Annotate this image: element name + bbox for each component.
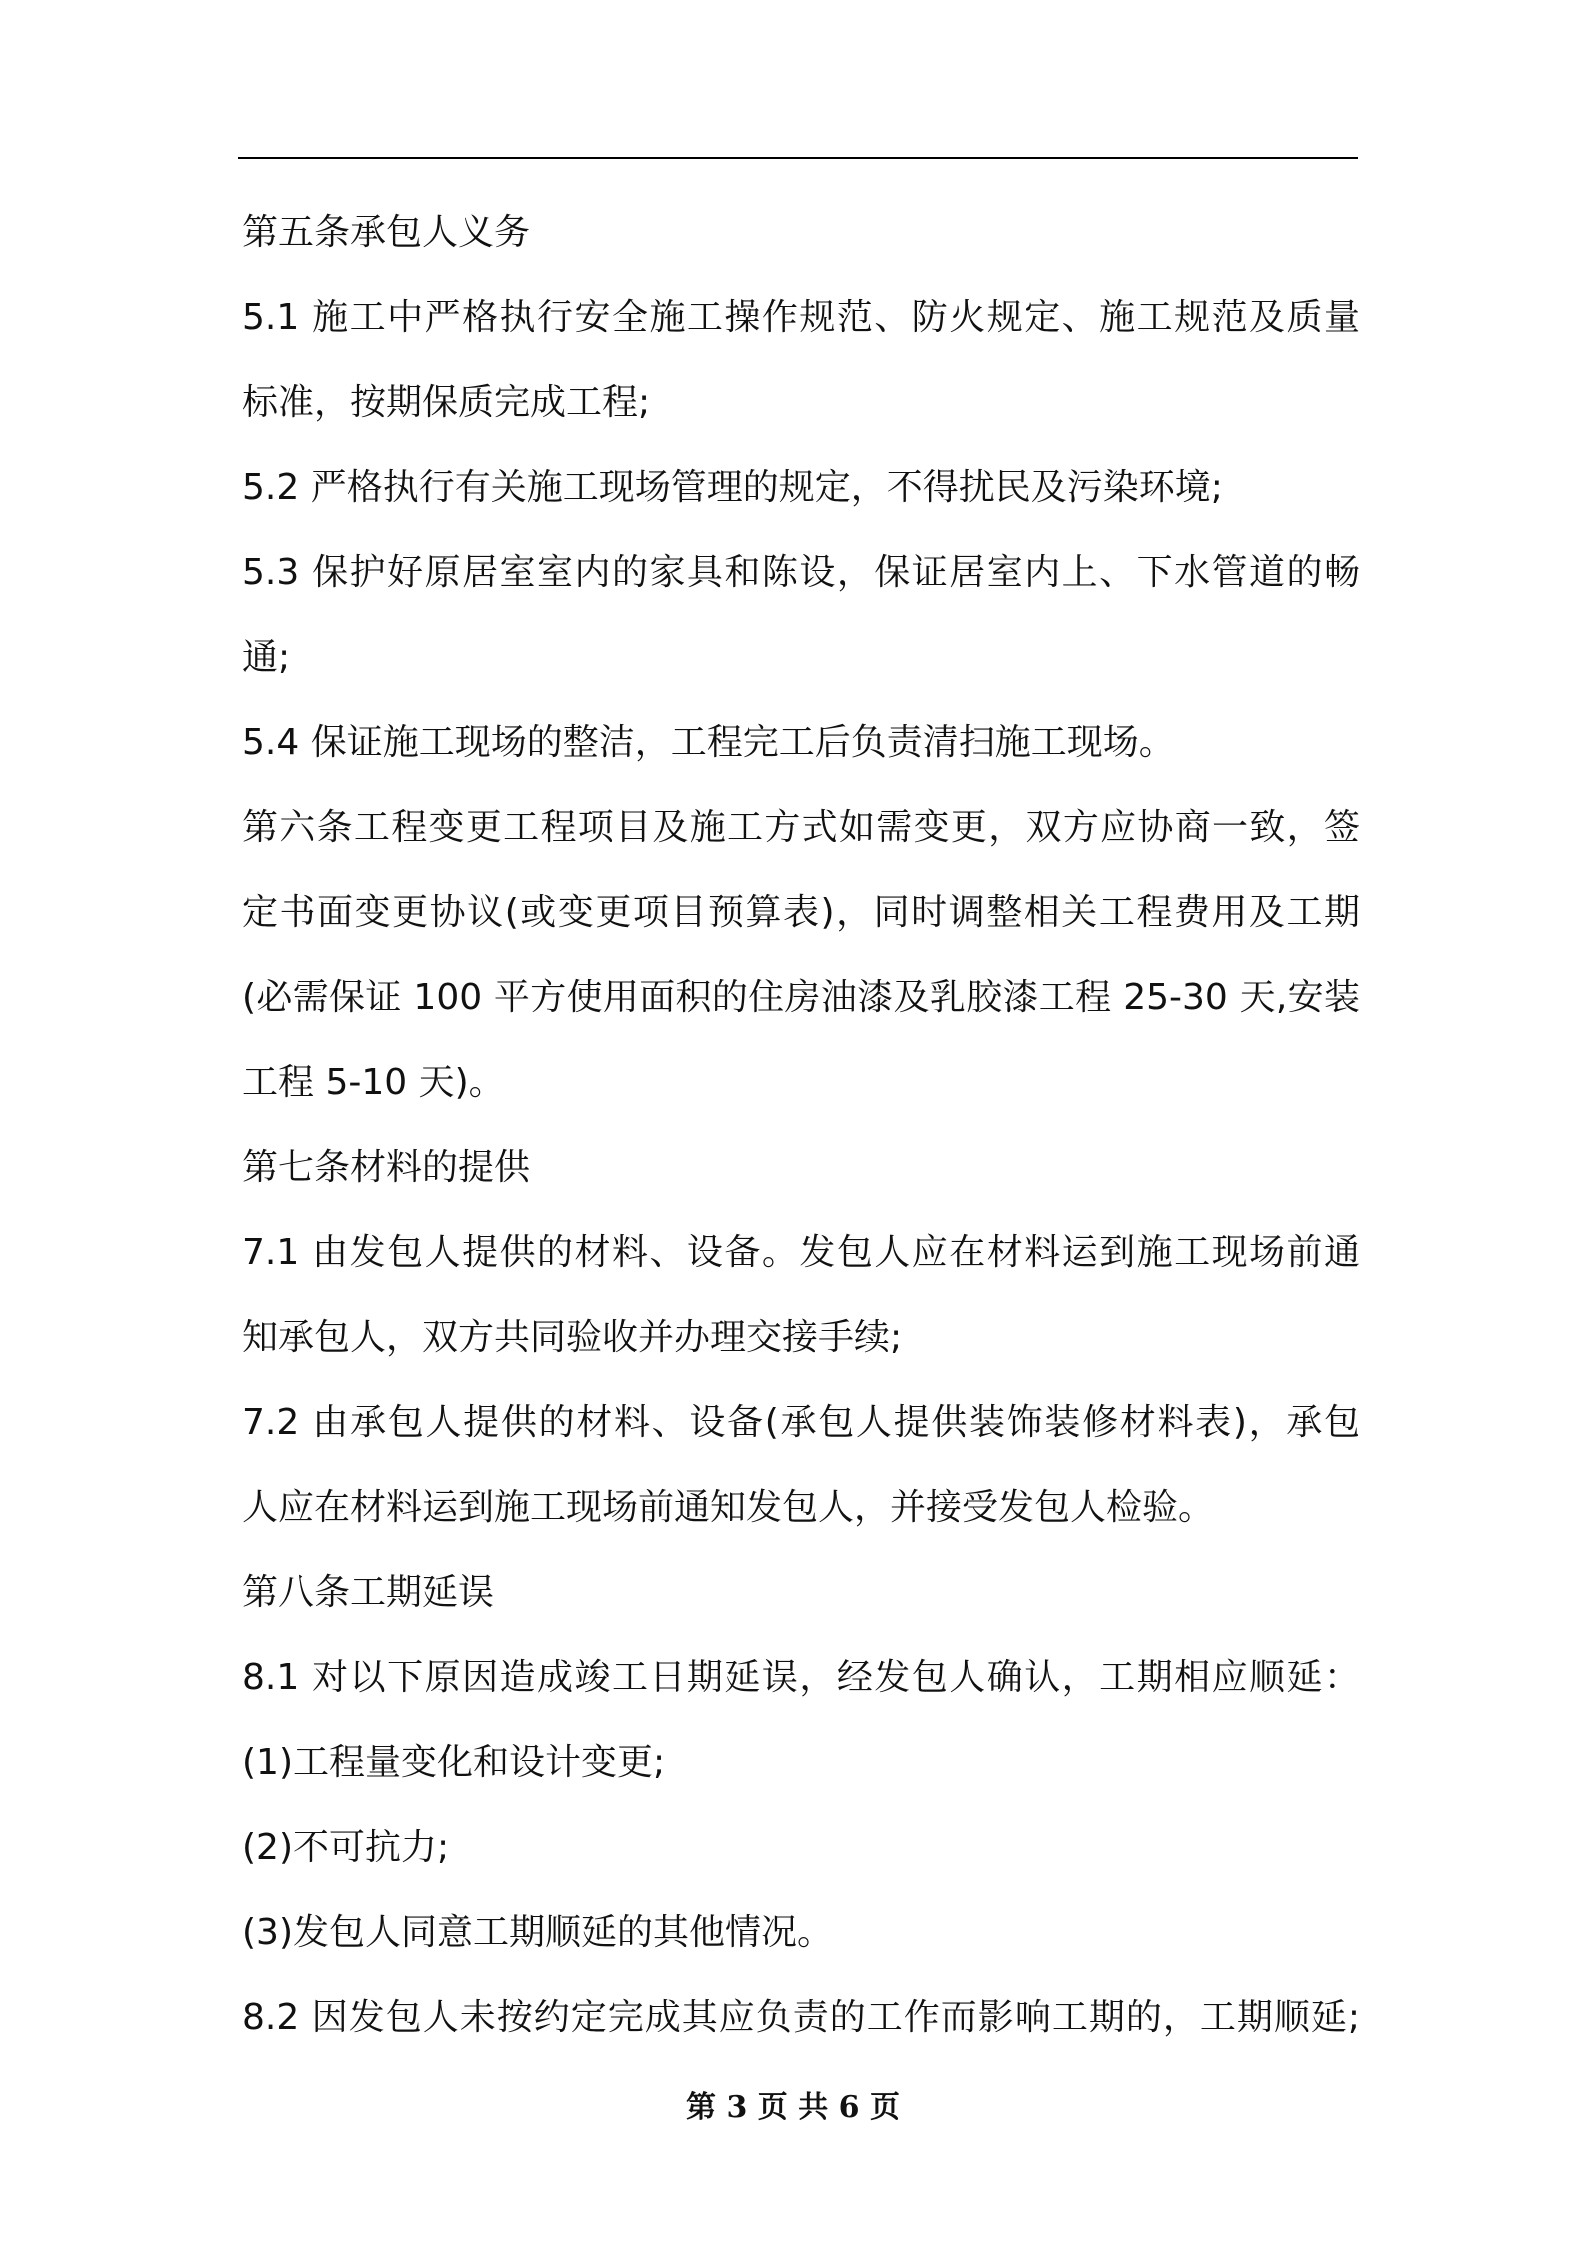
section-heading-5: 第五条承包人义务	[242, 212, 531, 253]
paragraph-line: 工程 5-10 天)。	[242, 1062, 505, 1103]
list-item: (2)不可抗力;	[242, 1827, 450, 1868]
paragraph-line: 8.2 因发包人未按约定完成其应负责的工作而影响工期的，工期顺延;	[242, 1997, 1360, 2038]
paragraph-line: (必需保证 100 平方使用面积的住房油漆及乳胶漆工程 25-30 天,安装	[242, 977, 1360, 1018]
paragraph-line: 人应在材料运到施工现场前通知发包人，并接受发包人检验。	[242, 1487, 1215, 1528]
list-item: (1)工程量变化和设计变更;	[242, 1742, 666, 1783]
paragraph-line: 标准，按期保质完成工程;	[242, 382, 651, 423]
paragraph-line: 5.2 严格执行有关施工现场管理的规定，不得扰民及污染环境;	[242, 467, 1223, 508]
section-heading-6: 第六条工程变更工程项目及施工方式如需变更，双方应协商一致，签	[242, 807, 1360, 848]
paragraph-line: 7.1 由发包人提供的材料、设备。发包人应在材料运到施工现场前通	[242, 1232, 1360, 1273]
page-number-footer: 第 3 页 共 6 页	[686, 2090, 900, 2125]
list-item: (3)发包人同意工期顺延的其他情况。	[242, 1912, 833, 1953]
paragraph-line: 7.2 由承包人提供的材料、设备(承包人提供装饰装修材料表)，承包	[242, 1402, 1360, 1443]
paragraph-line: 5.1 施工中严格执行安全施工操作规范、防火规定、施工规范及质量	[242, 297, 1360, 338]
paragraph-line: 5.3 保护好原居室室内的家具和陈设，保证居室内上、下水管道的畅	[242, 552, 1360, 593]
section-heading-8: 第八条工期延误	[242, 1572, 495, 1613]
document-body	[242, 190, 1360, 2060]
paragraph-line: 通;	[242, 637, 291, 678]
header-rule	[238, 157, 1358, 159]
paragraph-line: 5.4 保证施工现场的整洁，工程完工后负责清扫施工现场。	[242, 722, 1175, 763]
paragraph-line: 8.1 对以下原因造成竣工日期延误，经发包人确认，工期相应顺延：	[242, 1657, 1360, 1698]
section-heading-7: 第七条材料的提供	[242, 1147, 531, 1188]
paragraph-line: 知承包人，双方共同验收并办理交接手续;	[242, 1317, 903, 1358]
paragraph-line: 定书面变更协议(或变更项目预算表)，同时调整相关工程费用及工期	[242, 892, 1360, 933]
